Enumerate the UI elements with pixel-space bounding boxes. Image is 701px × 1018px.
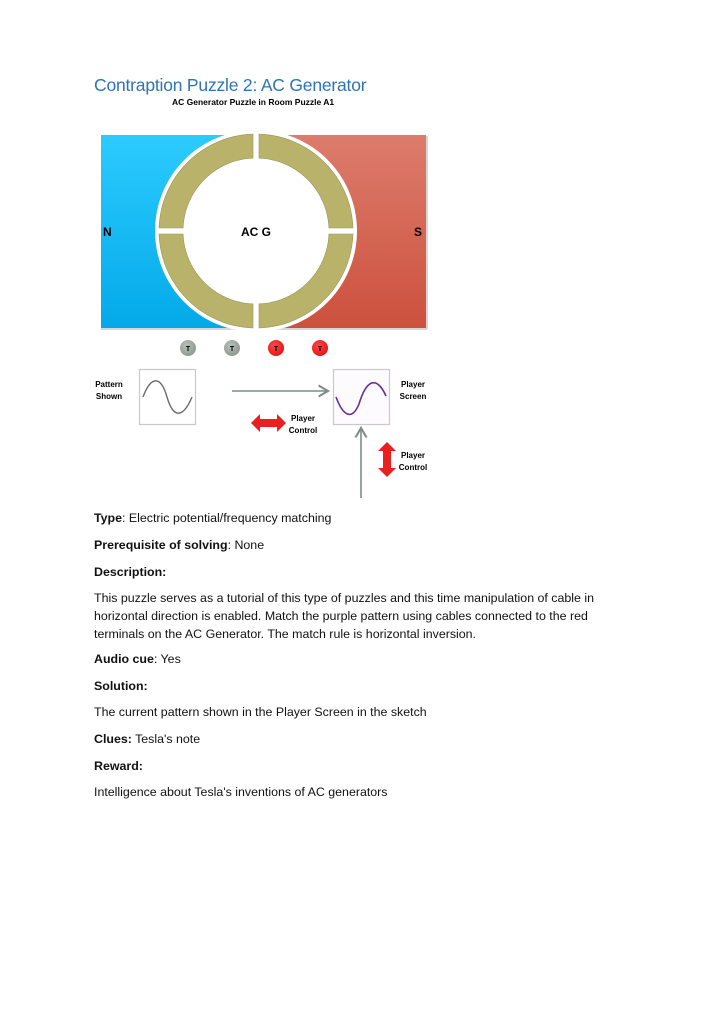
terminal-1[interactable] [180,340,196,356]
solution-heading: Solution: [94,679,148,693]
svg-text:T: T [317,346,323,353]
svg-text:T: T [185,346,191,353]
audio-value: : Yes [153,652,181,666]
vertical-control-arrow-icon[interactable] [378,442,396,477]
generator-label: AC G [241,225,271,239]
horizontal-control-arrow-icon[interactable] [251,414,286,432]
type-label: Type [94,511,122,525]
document-title: Contraption Puzzle 2: AC Generator [94,75,367,95]
screen-label-line2: Screen [399,392,427,401]
svg-text:T: T [229,346,235,353]
south-pole-label: S [414,225,423,239]
reward-text: Intelligence about Tesla's inventions of AC generators [94,785,388,799]
svg-text:T: T [273,346,279,353]
terminal-2[interactable] [224,340,240,356]
clues-label: Clues: [94,732,132,746]
figure-caption: AC Generator Puzzle in Room Puzzle A1 [172,97,335,107]
v-control-label-line1: Player [400,451,426,460]
description-heading: Description: [94,565,167,579]
clues-line [94,730,200,748]
reward-heading: Reward: [94,759,143,773]
prereq-value: : None [227,538,265,552]
prereq-line [94,536,264,554]
type-value: : Electric potential/frequency matching [122,511,332,525]
pattern-label-line2: Shown [95,392,123,401]
screen-label-line1: Player [400,380,426,389]
terminal-3[interactable] [268,340,284,356]
audio-label: Audio cue [94,652,154,666]
prereq-label: Prerequisite of solving [94,538,228,552]
v-control-label-line2: Control [398,463,428,472]
h-control-label-line1: Player [290,414,316,423]
north-pole-label: N [103,225,112,239]
solution-text: The current pattern shown in the Player Screen in the sketch [94,705,427,719]
description-text: This puzzle serves as a tutorial of this type of puzzles and this time manipulation of cable in horizontal direction is enabled. Match the purple pattern using cables connected to the red terminals on the AC Generator. The match rule is horizontal inversion. [94,591,595,641]
clues-value: Tesla's note [131,732,201,746]
type-line [94,509,331,527]
h-control-label-line2: Control [288,426,318,435]
terminal-4[interactable] [312,340,328,356]
pattern-label-line1: Pattern [95,380,123,389]
audio-line [94,650,181,668]
